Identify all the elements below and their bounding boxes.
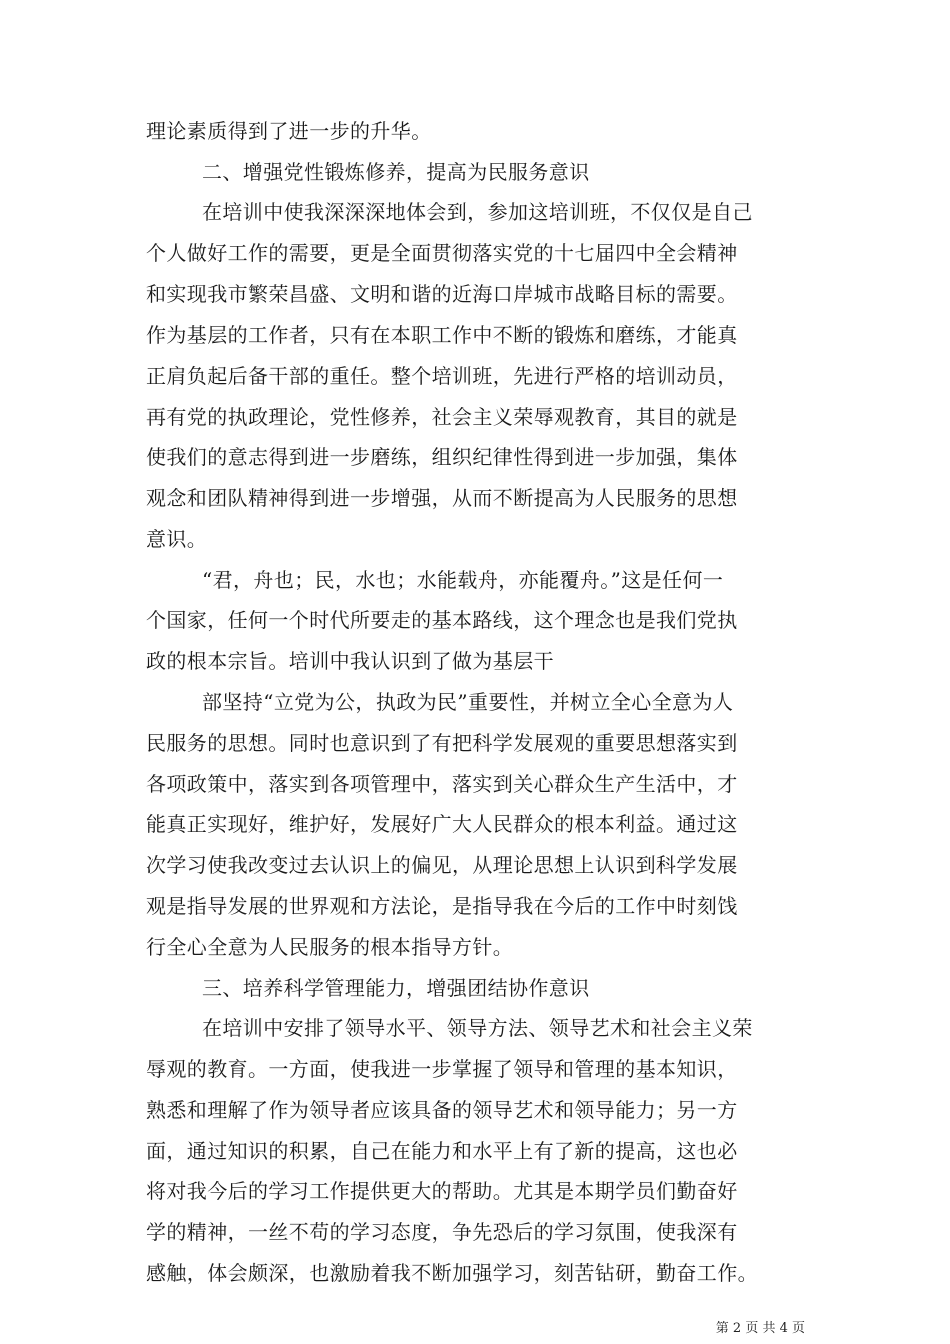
- section-heading: 三、培养科学管理能力，增强团结协作意识: [202, 976, 590, 1000]
- body-line: 个人做好工作的需要，更是全面贯彻落实党的十七届四中全会精神: [146, 241, 738, 265]
- body-line: 部坚持“立党为公，执政为民”重要性，并树立全心全意为人: [202, 690, 734, 714]
- body-line: 个国家，任何一个时代所要走的基本路线，这个理念也是我们党执: [146, 608, 738, 632]
- section-heading: 二、增强党性锻炼修养，提高为民服务意识: [202, 160, 590, 184]
- body-line: 辱观的教育。一方面，使我进一步掌握了领导和管理的基本知识，: [146, 1057, 738, 1081]
- body-line: 正肩负起后备干部的重任。整个培训班，先进行严格的培训动员，: [146, 364, 738, 388]
- body-line: 将对我今后的学习工作提供更大的帮助。尤其是本期学员们勤奋好: [146, 1179, 738, 1203]
- body-line: 意识。: [146, 527, 208, 551]
- body-line: 理论素质得到了进一步的升华。: [146, 119, 432, 143]
- body-line: 作为基层的工作者，只有在本职工作中不断的锻炼和磨练，才能真: [146, 323, 738, 347]
- body-line: 能真正实现好，维护好，发展好广大人民群众的根本利益。通过这: [146, 812, 738, 836]
- body-line: 政的根本宗旨。培训中我认识到了做为基层干: [146, 649, 554, 673]
- body-line: “君，舟也；民，水也；水能载舟，亦能覆舟。”这是任何一: [202, 568, 724, 592]
- body-line: 面，通过知识的积累，自己在能力和水平上有了新的提高，这也必: [146, 1139, 738, 1163]
- body-line: 观念和团队精神得到进一步增强，从而不断提高为人民服务的思想: [146, 486, 738, 510]
- body-line: 熟悉和理解了作为领导者应该具备的领导艺术和领导能力；另一方: [146, 1098, 738, 1122]
- body-line: 各项政策中，落实到各项管理中，落实到关心群众生产生活中，才: [146, 772, 738, 796]
- body-line: 观是指导发展的世界观和方法论，是指导我在今后的工作中时刻饯: [146, 894, 738, 918]
- body-line: 学的精神，一丝不苟的学习态度，争先恐后的学习氛围，使我深有: [146, 1220, 738, 1244]
- body-line: 在培训中安排了领导水平、领导方法、领导艺术和社会主义荣: [202, 1016, 753, 1040]
- body-line: 行全心全意为人民服务的根本指导方针。: [146, 935, 514, 959]
- page-number: 第 2 页 共 4 页: [715, 1321, 805, 1336]
- body-line: 和实现我市繁荣昌盛、文明和谐的近海口岸城市战略目标的需要。: [146, 282, 738, 306]
- body-line: 在培训中使我深深深地体会到，参加这培训班，不仅仅是自己: [202, 200, 753, 224]
- body-line: 次学习使我改变过去认识上的偏见，从理论思想上认识到科学发展: [146, 853, 738, 877]
- body-line: 再有党的执政理论，党性修养，社会主义荣辱观教育，其目的就是: [146, 405, 738, 429]
- body-line: 使我们的意志得到进一步磨练，组织纪律性得到进一步加强，集体: [146, 445, 738, 469]
- body-line: 感触，体会颇深，也激励着我不断加强学习，刻苦钻研，勤奋工作。: [146, 1261, 758, 1285]
- body-line: 民服务的思想。同时也意识到了有把科学发展观的重要思想落实到: [146, 731, 738, 755]
